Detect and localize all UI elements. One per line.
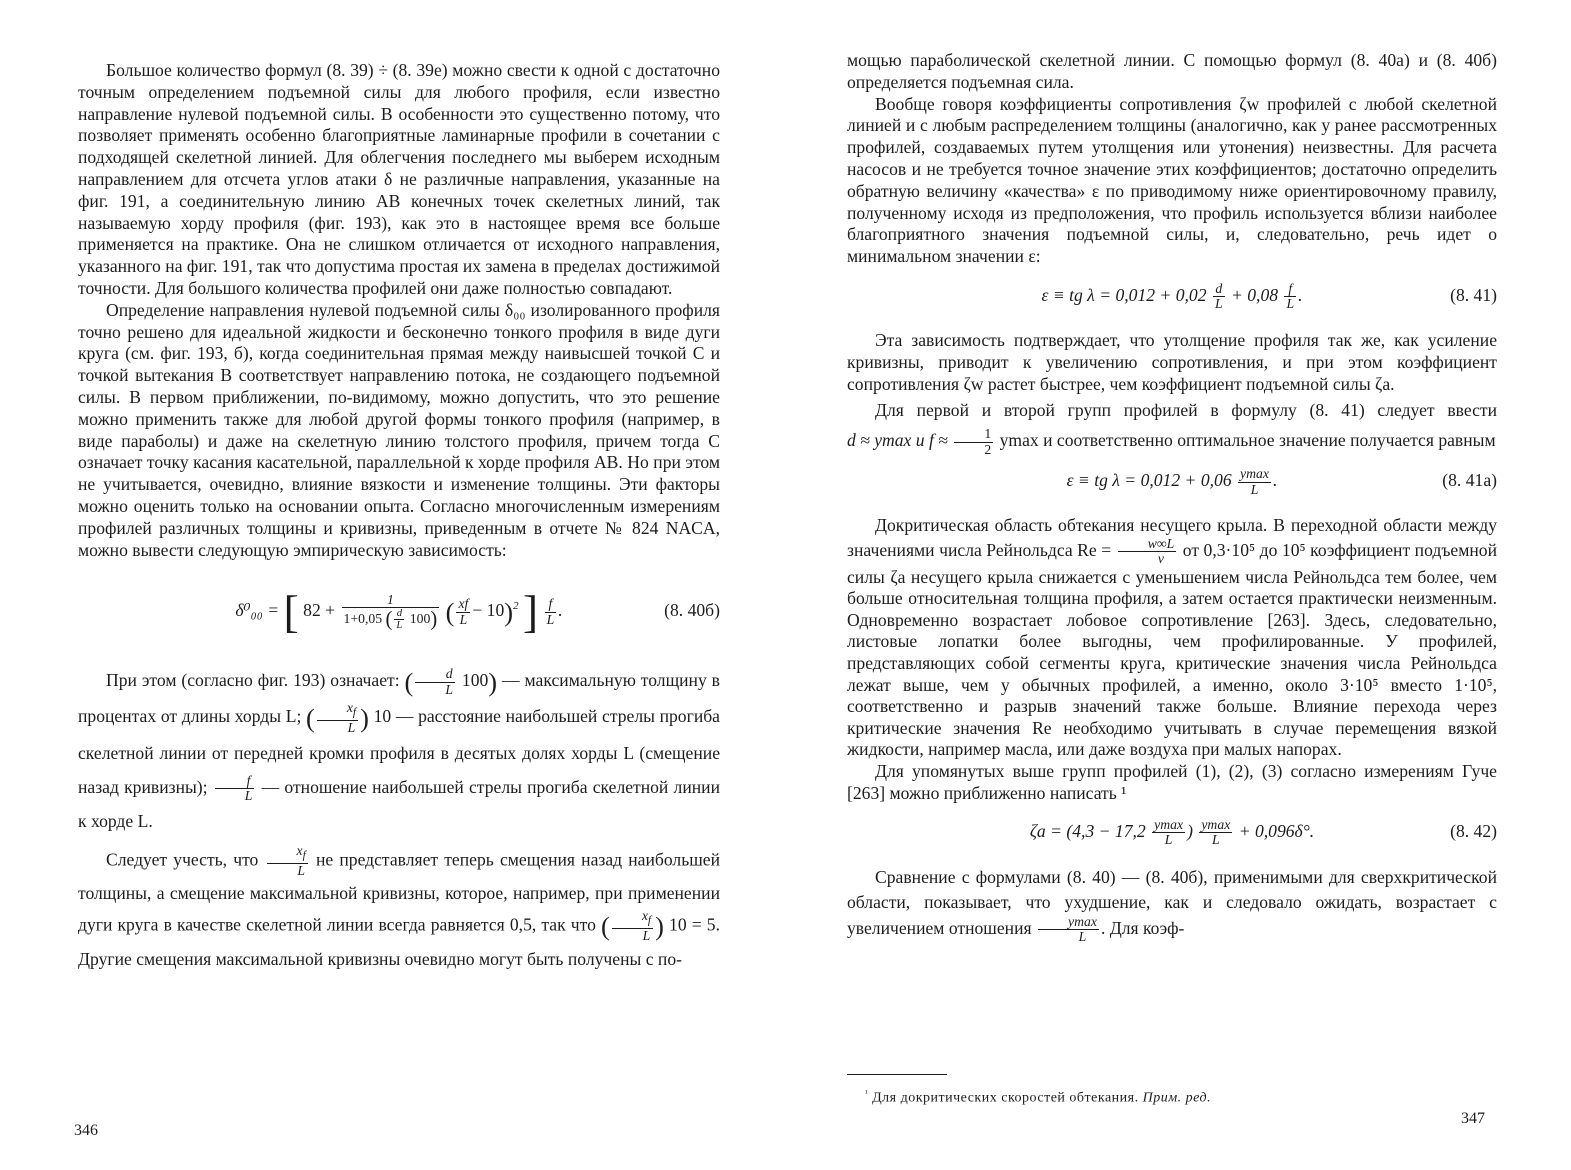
frac-num: ymax (1038, 915, 1099, 930)
eq-fraction (342, 593, 440, 632)
text-run: от 0,3·10⁵ до 10⁵ коэффициент подъемной силы ζa несущего крыла снижается с уменьшением числа Рейнольдса тем более, чем больше относительная толщина профиля, а затем остается практически неизменным. Одновременно возрастает лобовое сопротивление [263]. Здесь, следовательно, листовые лопатки более выгодны, чем профилированные. У профилей, представляющих собой сегменты круга, критические значения числа Рейнольдса лежат выше, чем у обычных профилей, а именно, около 3·10⁵ вместо 1·10⁵, соответственно и разрыв значений также больше. Влияние перехода через критические значения Re необходимо учитывать в случае перемещения вязкой жидкости, например масла, или даже воздуха при малых напорах. (847, 539, 1497, 760)
eq-d: d (394, 608, 404, 620)
frac-num: 1 (954, 427, 993, 442)
equation-number: (8. 41а) (1442, 470, 1497, 491)
text-run: Сравнение с формулами (8. 40) — (8. 40б), применимыми для сверхкритической области, показывает, что ухудшение, как и следовало ожидать, возрастает с увеличением отношения (847, 866, 1497, 938)
paragraph: Большое количество формул (8. 39) ÷ (8. 39е) можно свести к одной с достаточно точным определением подъемной силы для любого профиля, если известно направление нулевой подъемной силы. В особенности это существенно потому, что позволяет применять особенно благоприятные ламинарные профили в сочетании с подходящей скелетной линией. Для облегчения последнего мы выберем исходным направлением для отсчета углов атаки δ не различные направления, указанные на фиг. 191, а соединительную линию AB конечных точек скелетных линий, так называемую хорду профиля (фиг. 193), как это в настоящее время все больше применяется на практике. Она не слишком отличается от исходного направления, указанного на фиг. 191, так что допустима простая их замена в пределах достижимой точности. Для большого количества профилей они даже полностью совпадают. (78, 60, 720, 298)
eq-L: L (1214, 296, 1223, 312)
eq-L: L (396, 619, 403, 632)
left-page (0, 0, 785, 1170)
text-run: d ≈ ymax и f ≈ (847, 430, 948, 451)
equation-8-40b: δ⁰₀₀ = [ 82 + 1 1+0,05 ( $\frac{d}{L}$ 100) ( $\frac{xf}{L}$ − 10)$^2$ ] $\frac{f}{L}$ . (8. 40б) (78, 577, 720, 643)
eq-lhs: ζa = (4,3 − 17,2 (1029, 820, 1146, 841)
text-run: не представляет теперь смещения назад наибольшей толщины, а смещение максимальной кривизны, которое, например, при применении дуги круга в качестве скелетной линии всегда равняется 0,5, так что (78, 848, 720, 935)
paragraph: Вообще говоря коэффициенты сопротивления ζw профилей с любой скелетной линией и с любым распределением толщины (аналогично, как у ранее рассмотренных профилей, создаваемых путем утолщения или утонения) неизвестны. Для расчета насосов и не требуется точное значение этих коэффициентов; достаточно определить обратную величину «качества» ε по приводимому ниже ориентировочному правилу, полученному исходя из предположения, что профиль используется вблизи наиболее благоприятного значения подъемной силы, и, следовательно, речь идет о минимальном значении ε: (847, 93, 1497, 267)
text-run: — максимальную толщину в процентах от длины хорды L; (78, 670, 720, 727)
eq-ymax: ymax (1154, 816, 1184, 832)
text-run: ymax и соответственно оптимальное значение получается равным (999, 430, 1496, 451)
frac-den: ν (1157, 551, 1165, 567)
eq-den: 1+0,05 ( $\frac{d}{L}$ 100) (343, 607, 438, 632)
eq-tail: + 0,096δ°. (1238, 820, 1315, 841)
eq-L: L (546, 611, 555, 627)
footnote-text: Для докритических скоростей обтекания. (872, 1090, 1139, 1106)
eq-num: 1 (342, 593, 440, 608)
eq-ymax: ymax (1201, 816, 1231, 832)
eq-d: d (1213, 282, 1225, 297)
text-run: — отношение наибольшей стрелы прогиба скелетной линии к хорде L. (78, 776, 720, 831)
page-number: 346 (74, 1122, 98, 1139)
eq-term: 82 + (303, 600, 336, 621)
equation-8-41: ε ≡ tg λ = 0,012 + 0,02 $\frac{d}{L}$ + 0,08 $\frac{f}{L}$ . (8. 41) (847, 274, 1497, 316)
paragraph (847, 515, 1497, 761)
eq-L: L (1250, 481, 1259, 497)
eq-ymax: ymax (1240, 466, 1269, 482)
equation-number: (8. 42) (1450, 820, 1497, 841)
text-run: 10 — расстояние наибольшей стрелы прогиба скелетной линии от передней кромки профиля в десятых долях хорды L (смещение назад кривизны); (78, 706, 720, 797)
text-run: Для первой и второй групп профилей в формулу (8. 41) следует ввести (875, 400, 1497, 421)
paragraph: Следует учесть, что $\frac{x_f}{L}$ не представляет теперь смещения назад наибольшей толщины, а смещение максимальной кривизны, которое, например, при применении дуги круга в качестве скелетной линии всегда равняется 0,5, так что ( $\frac{x_f}{L}$ ) 10 = 5. Другие смещения максимальной кривизны очевидно могут быть получены с по- (78, 842, 720, 969)
eq-f: f (545, 597, 557, 612)
left-text-column (78, 60, 720, 975)
eq-lhs: ε ≡ tg λ = 0,012 + 0,02 (1041, 284, 1207, 305)
right-page (785, 0, 1571, 1170)
eq-mid: ) (1187, 820, 1193, 841)
eq-den-a: 1+0,05 (343, 611, 383, 627)
footnote-mark: ¹ (865, 1088, 869, 1098)
eq-L: L (1164, 832, 1173, 848)
text-run: Докритическая область обтекания несущего крыла. В переходной области между значениями числа Рейнольдса Re = (847, 515, 1497, 560)
eq-lhs: ε ≡ tg λ = 0,012 + 0,06 (1066, 470, 1232, 491)
text-run: Следует учесть, что (106, 848, 259, 869)
footnote-note: Прим. ред. (1142, 1090, 1212, 1106)
text-run: 100 (461, 670, 489, 691)
eq-minus10: − 10 (472, 600, 505, 621)
eq-L: L (1212, 832, 1220, 848)
eq-xf: xf (458, 596, 469, 612)
paragraph: Определение направления нулевой подъемной силы δ₀₀ изолированного профиля точно решено для идеальной жидкости и бесконечно тонкого профиля в виде дуги круга (см. фиг. 193, б), когда соединительная прямая между наивысшей точкой C и точкой вытекания B соответствует направлению потока, не создающего подъемной силы. В первом приближении, по-видимому, можно допустить, что это решение можно применить также для любой другой формы тонкого профиля (например, в виде параболы) и даже на скелетную линию толстого профиля, причем тогда C означает точку касания касательной, параллельной к хорде профиля AB. Но при этом не учитывается, очевидно, влияние вязкости и изменение толщины. Эти факторы можно оценить только на основании опыта. Согласно многочисленным измерениям профилей различных толщины и кривизны, приведенным в отчете № 824 NACA, можно вывести следующую эмпирическую зависимость: (78, 299, 720, 560)
eq-100: 100 (409, 611, 431, 627)
equation-number: (8. 40б) (664, 600, 720, 621)
footnote-divider (847, 1074, 947, 1075)
equation-8-42 (847, 811, 1497, 851)
frac-den: 2 (984, 441, 992, 457)
footnote (865, 1084, 1465, 1108)
paragraph: Для упомянутых выше групп профилей (1), (2), (3) согласно измерениям Гуче [263] можно приближенно написать ¹ (847, 761, 1497, 803)
paragraph: Эта зависимость подтверждает, что утолщение профиля так же, как усиление кривизны, приводит к увеличению сопротивления, и при этом коэффициент сопротивления ζw растет быстрее, чем коэффициент подъемной силы ζa. (847, 329, 1497, 394)
text-run: 10 = 5. Другие смещения максимальной кривизны очевидно могут быть получены с по- (78, 914, 720, 969)
equation-number: (8. 41) (1450, 284, 1497, 305)
eq-L: L (459, 611, 468, 627)
right-text-column (847, 50, 1497, 944)
frac-den: L (1078, 929, 1087, 945)
text-run: . Для коэф- (1100, 917, 1185, 938)
text-run: При этом (согласно фиг. 193) означает: (106, 670, 400, 691)
frac-num: w∞L (1118, 537, 1177, 552)
eq-mid: + 0,08 (1230, 284, 1279, 305)
page-number: 347 (1461, 1110, 1485, 1127)
eq-f: f (1284, 282, 1296, 297)
paragraph: мощью параболической скелетной линии. С помощью формул (8. 40а) и (8. 40б) определяется подъемная сила. (847, 50, 1497, 92)
eq-square: 2 (513, 600, 519, 613)
eq-lhs: δ⁰₀₀ = (235, 600, 280, 621)
paragraph (847, 865, 1497, 945)
paragraph: При этом (согласно фиг. 193) означает: ( $\frac{d}{L}$ 100) — максимальную толщину в процентах от длины хорды L; ( $\frac{x_f}{L}$ ) 10 — расстояние наибольшей стрелы прогиба скелетной линии от передней кромки профиля в десятых долях хорды L (смещение назад кривизны); $\frac{f}{L}$ — отношение наибольшей стрелы прогиба скелетной линии к хорде L. (78, 666, 720, 831)
paragraph (847, 395, 1497, 457)
equation-8-41a: ε ≡ tg λ = 0,012 + 0,06 $\frac{ymax}{L}$ . (8. 41а) (847, 461, 1497, 499)
eq-L: L (1286, 296, 1295, 312)
